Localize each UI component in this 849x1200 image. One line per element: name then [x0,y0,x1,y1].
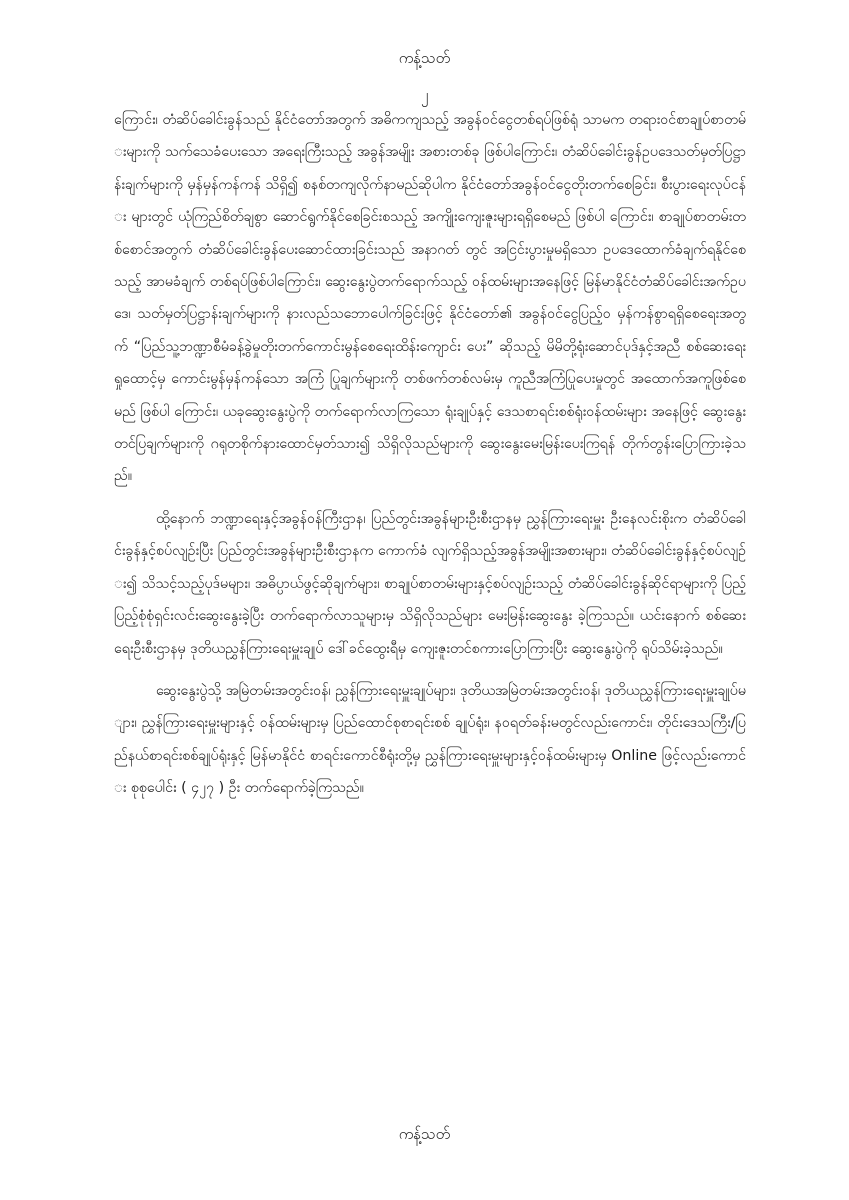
classification-footer: ကန့်သတ် [398,1125,451,1143]
classification-header: ကန့်သတ် [398,49,451,67]
paragraph-1: ကြောင်း၊ တံဆိပ်ခေါင်းခွန်သည် နိုင်ငံတော်အတွက် အဓိကကျသည့် အခွန်ဝင်ငွေတစ်ရပ်ဖြစ်ရုံ သာမက တရားဝင်စာချုပ်စာတမ်းများကို သက်သေခံပေးသော အရေးကြီးသည့် အခွန်အမျိုး အစားတစ်ခု ဖြစ်ပါကြောင်း၊ တံဆိပ်ခေါင်းခွန်ဥပဒေသတ်မှတ်ပြဋ္ဌာန်းချက်များကို မှန်မှန်ကန်ကန် သိရှိ၍ စနစ်တကျလိုက်နာမည်ဆိုပါက နိုင်ငံတော်အခွန်ဝင်ငွေတိုးတက်စေခြင်း၊ စီးပွားရေးလုပ်ငန်း များတွင် ယုံကြည်စိတ်ချစွာ ဆောင်ရွက်နိုင်စေခြင်းစသည့် အကျိုးကျေးဇူးများရရှိစေမည် ဖြစ်ပါ ကြောင်း၊ စာချုပ်စာတမ်းတစ်စောင်အတွက် တံဆိပ်ခေါင်းခွန်ပေးဆောင်ထားခြင်းသည် အနာဂတ် တွင် အငြင်းပွားမှုမရှိသော ဥပဒေထောက်ခံချက်ရနိုင်စေသည့် အာမခံချက် တစ်ရပ်ဖြစ်ပါကြောင်း၊ ဆွေးနွေးပွဲတက်ရောက်သည့် ဝန်ထမ်းများအနေဖြင့် မြန်မာနိုင်ငံတံဆိပ်ခေါင်းအက်ဥပဒေ၊ သတ်မှတ်ပြဋ္ဌာန်းချက်များကို နားလည်သဘောပေါက်ခြင်းဖြင့် နိုင်ငံတော်၏ အခွန်ဝင်ငွေပြည့်ဝ မှန်ကန်စွာရရှိစေရေးအတွက် “ပြည်သူ့ဘဏ္ဍာစီမံခန့်ခွဲမှုတိုးတက်ကောင်းမွန်စေရေးထိန်းကျောင်း ပေး” ဆိုသည့် မိမိတို့ရုံးဆောင်ပုဒ်နှင့်အညီ စစ်ဆေးရေးရှုထောင့်မှ ကောင်းမွန်မှန်ကန်သော အကြံ ပြုချက်များကို တစ်ဖက်တစ်လမ်းမှ ကူညီအကြံပြုပေးမှုတွင် အထောက်အကူဖြစ်စေမည် ဖြစ်ပါ ကြောင်း၊ ယခုဆွေးနွေးပွဲကို တက်ရောက်လာကြသော ရုံးချုပ်နှင့် ဒေသစာရင်းစစ်ရုံးဝန်ထမ်းများ အနေဖြင့် ဆွေးနွေးတင်ပြချက်များကို ဂရုတစိုက်နားထောင်မှတ်သား၍ သိရှိလိုသည်များကို ဆွေးနွေးမေးမြန်းပေးကြရန် တိုက်တွန်းပြောကြားခဲ့သည်။ [114,112,746,485]
page-number: ၂ [420,86,429,104]
document-body [114,104,746,815]
paragraph-2: ထို့နောက် ဘဏ္ဍာရေးနှင့်အခွန်ဝန်ကြီးဌာန၊ ပြည်တွင်းအခွန်များဦးစီးဌာနမှ ညွှန်ကြားရေးမှူး ဦးနေလင်းစိုးက တံဆိပ်ခေါင်းခွန်နှင့်စပ်လျဉ်းပြီး ပြည်တွင်းအခွန်များဦးစီးဌာနက ကောက်ခံ လျက်ရှိသည့်အခွန်အမျိုးအစားများ၊ တံဆိပ်ခေါင်းခွန်နှင့်စပ်လျဉ်း၍ သိသင့်သည့်ပုဒ်မများ၊ အဓိပ္ပာယ်ဖွင့်ဆိုချက်များ၊ စာချုပ်စာတမ်းများနှင့်စပ်လျဉ်းသည့် တံဆိပ်ခေါင်းခွန်ဆိုင်ရာများကို ပြည့်ပြည့်စုံစုံရှင်းလင်းဆွေးနွေးခဲ့ပြီး တက်ရောက်လာသူများမှ သိရှိလိုသည်များ မေးမြန်းဆွေးနွေး ခဲ့ကြသည်။ ယင်းနောက် စစ်ဆေးရေးဦးစီးဌာနမှ ဒုတိယညွှန်ကြားရေးမှူးချုပ် ဒေါ်ခင်ထွေးရီမှ ကျေးဇူးတင်စကားပြောကြားပြီး ဆွေးနွေးပွဲကို ရုပ်သိမ်းခဲ့သည်။ [114,510,746,657]
paragraph-3: ဆွေးနွေးပွဲသို့ အမြဲတမ်းအတွင်းဝန်၊ ညွှန်ကြားရေးမှူးချုပ်များ၊ ဒုတိယအမြဲတမ်းအတွင်းဝန်၊ ဒုတိယညွှန်ကြားရေးမှူးချုပ်များ၊ ညွှန်ကြားရေးမှူးများနှင့် ဝန်ထမ်းများမှ ပြည်ထောင်စုစာရင်းစစ် ချုပ်ရုံး၊ နဝရတ်ခန်းမတွင်လည်းကောင်း၊ တိုင်းဒေသကြီး/ပြည်နယ်စာရင်းစစ်ချုပ်ရုံးနှင့် မြန်မာနိုင်ငံ စာရင်းကောင်စီရုံးတို့မှ ညွှန်ကြားရေးမှူးများနှင့်ဝန်ထမ်းများမှ Online ဖြင့်လည်းကောင်း စုစုပေါင်း ( ၄၂၇ ) ဦး တက်ရောက်ခဲ့ကြသည်။ [114,682,746,797]
